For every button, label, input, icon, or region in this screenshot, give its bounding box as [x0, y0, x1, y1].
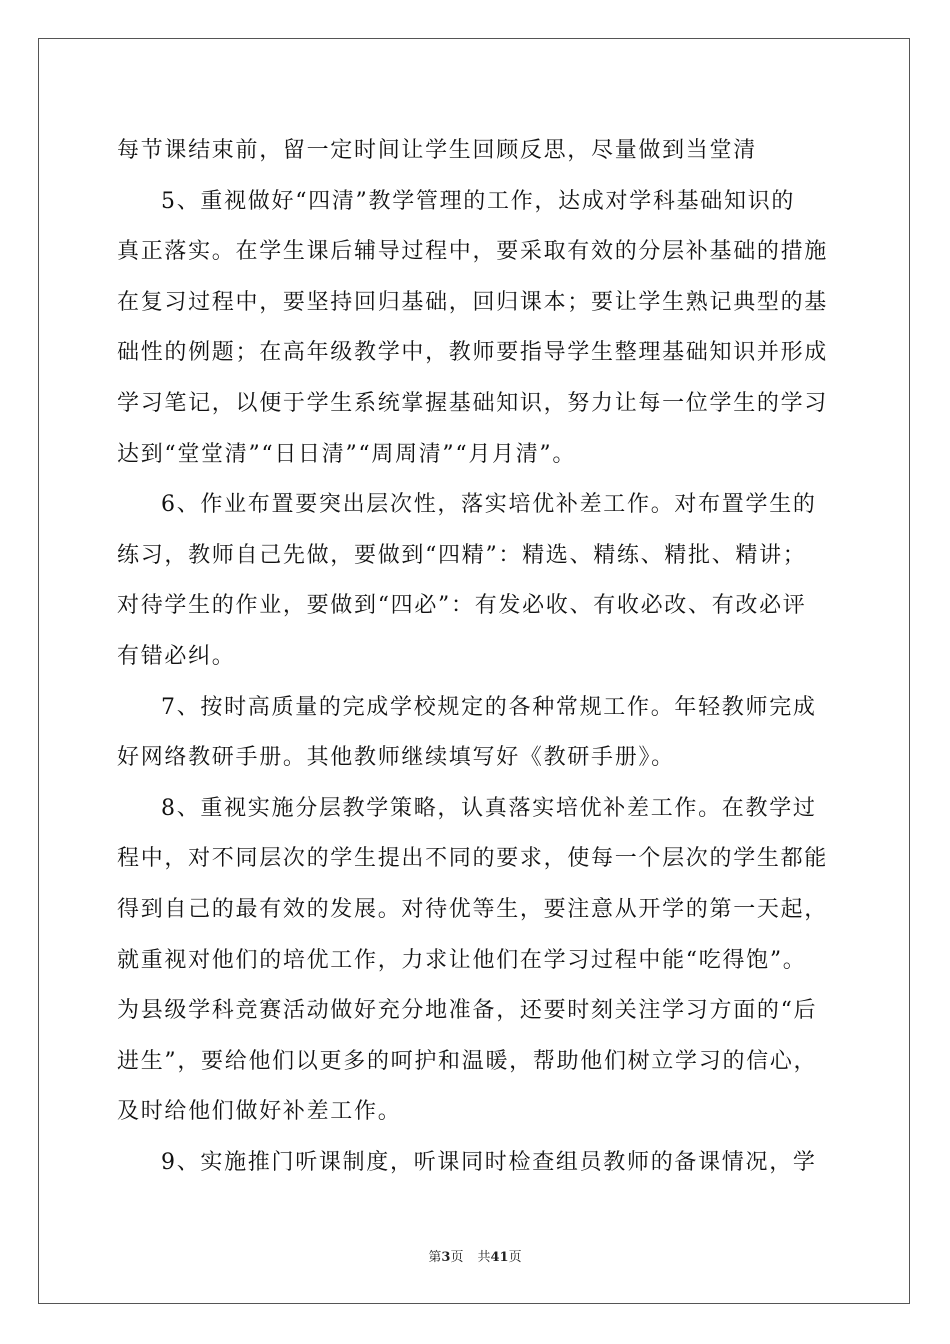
text-line: 8、重视实施分层教学策略，认真落实培优补差工作。在教学过 [161, 795, 817, 821]
text-line: 程中，对不同层次的学生提出不同的要求，使每一个层次的学生都能 [117, 846, 829, 872]
text-line: 7、按时高质量的完成学校规定的各种常规工作。年轻教师完成 [161, 694, 817, 720]
text-line: 学习笔记，以便于学生系统掌握基础知识，努力让每一位学生的学习 [117, 390, 829, 416]
footer-page-prefix: 第 [428, 1250, 442, 1265]
text-line: 每节课结束前，留一定时间让学生回顾反思，尽量做到当堂清 [117, 138, 757, 163]
text-line: 进生”，要给他们以更多的呵护和温暖，帮助他们树立学习的信心， [117, 1048, 818, 1074]
text-line: 为县级学科竞赛活动做好充分地准备，还要时刻关注学习方面的“后 [117, 998, 818, 1024]
text-line: 9、实施推门听课制度，听课同时检查组员教师的备课情况，学 [161, 1149, 817, 1175]
paragraph-item-6 [117, 480, 833, 682]
text-line: 练习，教师自己先做，要做到“四精”：精选、精练、精批、精讲； [117, 542, 807, 568]
page-footer [0, 1246, 950, 1265]
text-line: 有错必纠。 [117, 643, 236, 669]
text-line: 就重视对他们的培优工作，力求让他们在学习过程中能“吃得饱”。 [117, 947, 807, 973]
paragraph-item-5 [117, 177, 833, 481]
footer-total-number: 41 [490, 1250, 509, 1265]
footer-page-suffix: 页 [450, 1250, 464, 1265]
footer-total-prefix: 共 [477, 1250, 491, 1265]
text-line: 础性的例题；在高年级教学中，教师要指导学生整理基础知识并形成 [117, 340, 829, 366]
text-line: 真正落实。在学生课后辅导过程中，要采取有效的分层补基础的措施 [117, 239, 829, 265]
text-line: 6、作业布置要突出层次性，落实培优补差工作。对布置学生的 [161, 492, 817, 518]
paragraph-item-7 [117, 683, 833, 784]
footer-total-suffix: 页 [508, 1250, 522, 1265]
text-line: 得到自己的最有效的发展。对待优等生，要注意从开学的第一天起， [117, 896, 829, 922]
text-line: 好网络教研手册。其他教师继续填写好《教研手册》。 [117, 745, 675, 771]
text-line: 及时给他们做好补差工作。 [117, 1099, 402, 1125]
paragraph-continuation [117, 126, 833, 177]
text-line: 5、重视做好“四清”教学管理的工作，达成对学科基础知识的 [161, 188, 796, 214]
text-line: 达到“堂堂清”“日日清”“周周清”“月月清”。 [117, 441, 577, 467]
paragraph-item-8 [117, 784, 833, 1138]
document-body [117, 126, 833, 1188]
footer-page-number: 3 [441, 1250, 451, 1265]
paragraph-item-9 [117, 1138, 833, 1189]
text-line: 对待学生的作业，要做到“四必”：有发必收、有收必改、有改必评 [117, 593, 807, 619]
text-line: 在复习过程中，要坚持回归基础，回归课本；要让学生熟记典型的基 [117, 289, 829, 315]
